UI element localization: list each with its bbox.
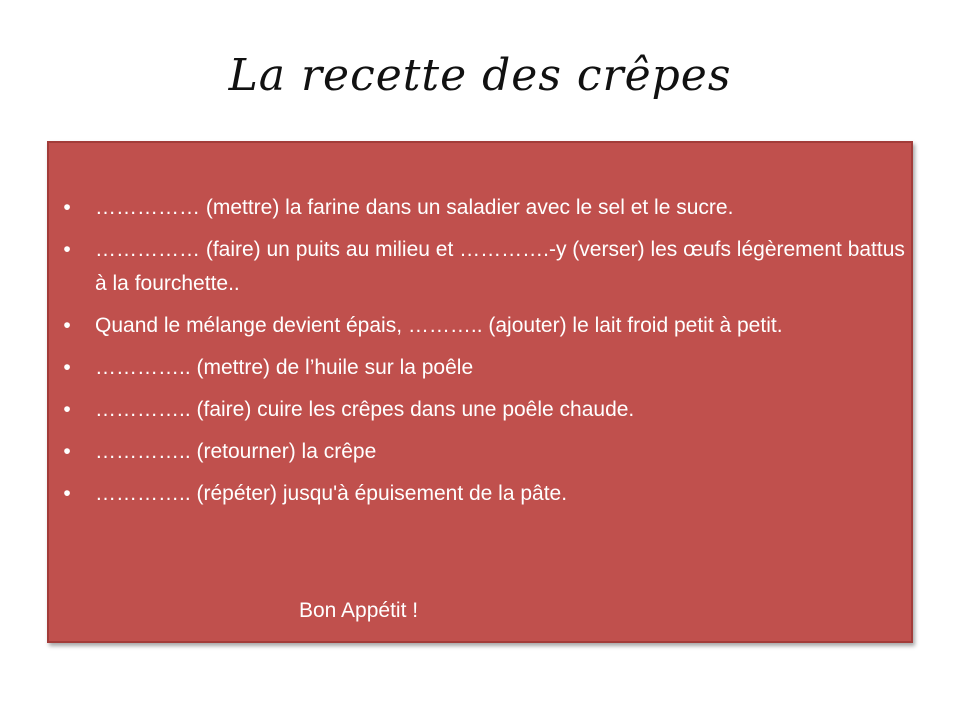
recipe-step [57,351,907,385]
recipe-step-text: ………….. (répéter) jusqu'à épuisement de la pâte. [95,482,568,505]
recipe-step-text: Quand le mélange devient épais, ……….. (ajouter) le lait froid petit à petit. [95,314,783,337]
recipe-step-text: …………… (mettre) la farine dans un saladier avec le sel et le sucre. [95,196,734,219]
recipe-step-text: ………….. (mettre) de l’huile sur la poêle [95,356,474,379]
closing-text: Bon Appétit ! [299,599,419,622]
recipe-step [57,393,907,427]
recipe-step [57,191,907,225]
recipe-box [47,141,913,643]
bullet-icon: • [63,356,71,379]
bullet-icon: • [63,238,71,261]
recipe-step-text: ………….. (retourner) la crêpe [95,440,377,463]
recipe-step-text: …………… (faire) un puits au milieu et ………….-y (verser) les œufs légèrement battus à la fourchette.. [95,238,905,295]
bullet-icon: • [63,440,71,463]
recipe-step-text: ………….. (faire) cuire les crêpes dans une poêle chaude. [95,398,635,421]
recipe-step [57,233,907,301]
recipe-steps-list [57,191,907,519]
bullet-icon: • [63,482,71,505]
recipe-step [57,309,907,343]
bullet-icon: • [63,314,71,337]
bullet-icon: • [63,398,71,421]
slide-title: La recette des crêpes [228,50,732,101]
recipe-step [57,477,907,511]
recipe-step [57,435,907,469]
bullet-icon: • [63,196,71,219]
